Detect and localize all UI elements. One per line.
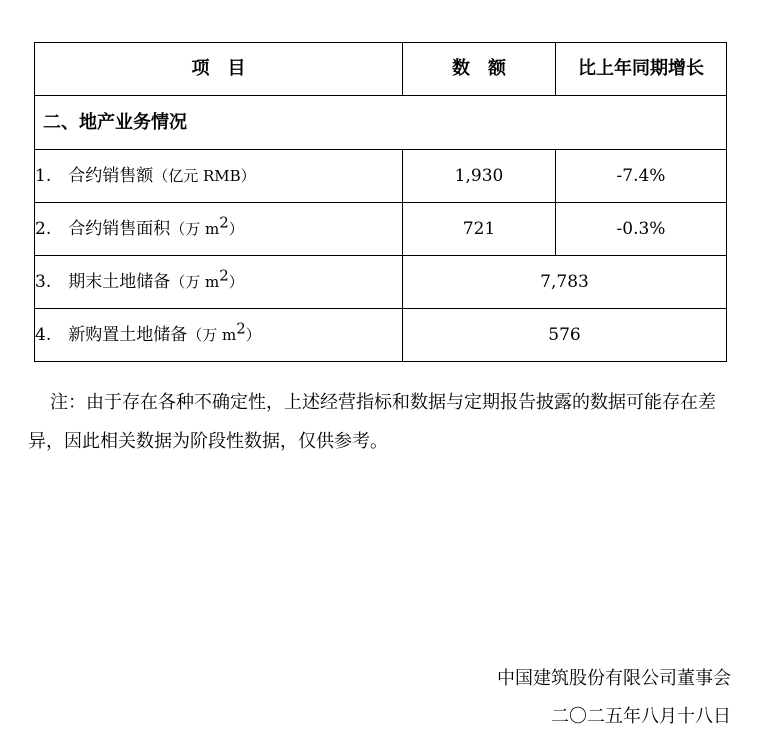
row-number: 4.: [35, 324, 52, 345]
row-value: 576: [403, 309, 727, 362]
row-number: 1.: [35, 165, 52, 186]
row-item-cell: [35, 150, 403, 203]
row-amount: 1,930: [403, 150, 556, 203]
row-item-cell: [35, 203, 403, 256]
table-header-row: [35, 43, 727, 96]
header-amount: 数 额: [403, 43, 556, 96]
section-row: [35, 96, 727, 150]
table-row: [35, 150, 727, 203]
row-value: 7,783: [403, 256, 727, 309]
row-yoy: -7.4%: [556, 150, 727, 203]
section-title: 二、地产业务情况: [35, 96, 727, 150]
disclaimer-note: 注：由于存在各种不确定性，上述经营指标和数据与定期报告披露的数据可能存在差异，因此相关数据为阶段性数据，仅供参考。: [28, 392, 716, 452]
row-item-cell: [35, 309, 403, 362]
operating-data-table: [34, 42, 727, 362]
table-row: [35, 309, 727, 362]
signature-block: [497, 660, 731, 736]
row-label: 新购置土地储备: [68, 324, 188, 345]
header-yoy: 比上年同期增长: [556, 43, 727, 96]
row-amount: 721: [403, 203, 556, 256]
table-row: [35, 256, 727, 309]
table-row: [35, 203, 727, 256]
header-item: 项 目: [35, 43, 403, 96]
row-unit-superscript: 2: [236, 319, 246, 338]
row-label: 合约销售额: [68, 165, 154, 186]
row-unit-superscript: 2: [219, 266, 229, 285]
row-number: 2.: [35, 218, 52, 239]
row-yoy: -0.3%: [556, 203, 727, 256]
signature-org: 中国建筑股份有限公司董事会: [497, 668, 731, 689]
row-unit-close: ）: [228, 272, 244, 291]
row-label: 期末土地储备: [68, 271, 171, 292]
row-unit: （亿元 RMB）: [153, 166, 256, 185]
row-unit: （万 m: [170, 219, 220, 238]
row-item-cell: [35, 256, 403, 309]
row-label: 合约销售面积: [68, 218, 171, 239]
row-number: 3.: [35, 271, 52, 292]
row-unit: （万 m: [187, 325, 237, 344]
row-unit: （万 m: [170, 272, 220, 291]
row-unit-superscript: 2: [219, 213, 229, 232]
signature-date: 二〇二五年八月十八日: [551, 706, 731, 727]
row-unit-close: ）: [228, 219, 244, 238]
row-unit-close: ）: [245, 325, 261, 344]
